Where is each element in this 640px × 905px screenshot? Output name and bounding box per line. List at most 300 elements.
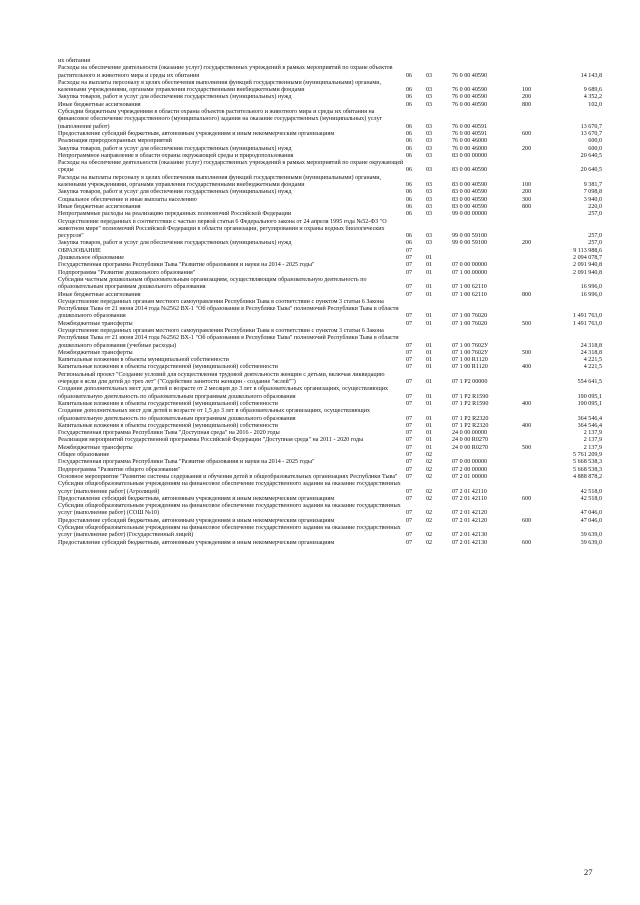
row-name: Непрограммное направление в области охраны окружающей среды и природопользования <box>58 152 294 159</box>
table-row <box>58 496 602 503</box>
row-target-item: 24 0 00 R0270 <box>452 437 489 444</box>
row-subsection: 01 <box>426 269 433 276</box>
row-expense-type <box>522 459 552 466</box>
row-target-item: 83 0 00 40590 <box>452 167 488 174</box>
row-subsection: 01 <box>426 379 433 386</box>
row-amount: 3 940,0 <box>583 196 602 203</box>
row-target-item: 07 1 00 7602У <box>452 349 489 356</box>
row-section: 07 <box>406 262 413 269</box>
table-row <box>58 211 602 218</box>
row-target-item: 07 1 00 62110 <box>452 291 487 298</box>
row-expense-type: 800 <box>522 203 532 210</box>
row-section: 07 <box>406 539 413 546</box>
row-expense-type: 400 <box>522 422 532 429</box>
row-section: 06 <box>406 138 413 145</box>
row-amount: 1 491 763,0 <box>573 320 602 327</box>
row-subsection: 03 <box>426 145 433 152</box>
table-row <box>58 262 602 269</box>
row-expense-type <box>522 160 552 175</box>
table-row <box>58 518 602 525</box>
row-amount: 47 046,0 <box>580 517 602 524</box>
row-subsection: 01 <box>426 349 433 356</box>
row-subsection: 03 <box>426 138 433 145</box>
row-target-item: 07 1 P2 R2320 <box>452 422 489 429</box>
row-expense-type <box>522 65 552 80</box>
row-section: 07 <box>406 269 413 276</box>
row-name: Региональный проект "Создание условий для осуществления трудовой деятельности женщин с детьми, включая ликвидацию очереди в ясли для детей до трех лет" ("Содействие занятости женщин - создание "яслей"") <box>58 371 385 386</box>
row-name: Капитальные вложения в объекты государственной (муниципальной) собственности <box>58 400 278 407</box>
row-subsection: 01 <box>426 320 433 327</box>
row-subsection: 02 <box>426 532 433 539</box>
row-amount: 39 639,0 <box>580 539 602 546</box>
row-target-item: 07 1 00 R1120 <box>452 357 488 364</box>
row-section: 07 <box>406 415 413 422</box>
row-subsection: 03 <box>426 130 433 137</box>
row-expense-type <box>522 481 552 496</box>
row-section: 07 <box>406 422 413 429</box>
table-row <box>58 540 602 547</box>
row-amount: 24 318,8 <box>580 349 602 356</box>
row-subsection: 01 <box>426 430 433 437</box>
row-subsection: 01 <box>426 342 433 349</box>
row-amount: 16 996,0 <box>580 291 602 298</box>
row-section: 07 <box>406 349 413 356</box>
table-row <box>58 160 602 175</box>
row-subsection: 02 <box>426 473 433 480</box>
row-amount: 16 996,0 <box>580 284 602 291</box>
row-target-item: 76 0 00 40590 <box>452 87 488 94</box>
row-name: Подпрограмма "Развитие дошкольного образования" <box>58 269 196 276</box>
row-subsection: 01 <box>426 444 433 451</box>
row-expense-type <box>522 437 552 444</box>
row-expense-type <box>522 109 552 131</box>
row-name: Иные бюджетные ассигнования <box>58 203 141 210</box>
row-amount: 2 137,9 <box>583 437 602 444</box>
row-amount: 5 668 538,3 <box>573 466 602 473</box>
row-name: Непрограммные расходы на реализацию переданных полномочий Российской Федерации <box>58 211 292 218</box>
row-name: Расходы на обеспечение деятельности (оказание услуг) государственных учреждений в рамках мероприятий по охране окружающей среды <box>58 160 404 174</box>
row-section: 06 <box>406 145 413 152</box>
row-section: 07 <box>406 364 413 371</box>
row-expense-type <box>522 138 552 145</box>
row-section: 07 <box>406 255 413 262</box>
row-amount: 102,0 <box>588 101 602 108</box>
row-name: Предоставление субсидий бюджетным, автономным учреждениям и иным некоммерческим организациям <box>58 517 335 524</box>
row-name: Капитальные вложения в объекты государственной (муниципальной) собственности <box>58 422 278 429</box>
row-subsection: 02 <box>426 466 433 473</box>
row-amount: 257,0 <box>588 240 602 247</box>
row-expense-type: 600 <box>522 517 532 524</box>
table-row <box>58 525 602 540</box>
row-amount: 2 137,9 <box>583 430 602 437</box>
row-target-item: 07 0 00 00000 <box>452 459 488 466</box>
row-target-item: 07 2 01 42110 <box>452 488 487 495</box>
row-amount: 13 670,7 <box>580 130 602 137</box>
row-section: 07 <box>406 357 413 364</box>
table-row <box>58 102 602 109</box>
row-name: Субсидии общеобразовательным учреждениям на финансовое обеспечение государственного задания на оказание государственных услуг (выполнение работ) (СОШ №10) <box>58 503 401 517</box>
row-name: Государственная программа Республики Тыва "Развитие образования и науки на 2014 - 2025 годы" <box>58 262 315 269</box>
table-row <box>58 299 602 321</box>
row-target-item: 76 0 00 46000 <box>452 145 488 152</box>
row-expense-type <box>522 255 552 262</box>
row-name: Реализация мероприятий государственной программы Российской Федерации "Доступная среда" на 2011 - 2020 годы <box>58 437 364 444</box>
row-target-item: 24 0 00 R0270 <box>452 444 489 451</box>
row-target-item <box>452 58 522 65</box>
row-name: Реализация природоохранных мероприятий <box>58 138 172 145</box>
row-expense-type: 400 <box>522 364 532 371</box>
row-section: 07 <box>406 532 413 539</box>
row-amount: 190 095,1 <box>577 400 602 407</box>
row-name: Дошкольное образование <box>58 255 124 262</box>
row-name: Осуществление переданных органам местного самоуправления Республики Тыва в соответствии с пунктом 3 статьи 6 Закона Республики Тыва от 21 июня 2014 года №2562 ВХ-1 "Об образовании в Республике Тыва" полномочий Республики Тыва в области дошкольного образования <box>58 298 399 320</box>
row-amount: 220,0 <box>588 203 602 210</box>
row-name: Субсидии общеобразовательным учреждениям на финансовое обеспечение государственного задания на оказание государственных услуг (выполнение работ) (Государственный лицей) <box>58 525 401 539</box>
row-name: Осуществление переданных в соответствии с частью первой статьи 6 Федерального закона от 24 апреля 1995 года №52-ФЗ "О животном мире" полномочий Российской Федерации в области организации, регулирования и охраны водных биологических ресурсов" <box>58 218 387 240</box>
row-expense-type <box>522 219 552 241</box>
row-amount: 42 518,0 <box>580 495 602 502</box>
table-row <box>58 445 602 452</box>
row-amount: 13 670,7 <box>580 123 602 130</box>
row-section: 07 <box>406 459 413 466</box>
table-row <box>58 219 602 241</box>
row-name: Создание дополнительных мест для детей в возрасте от 2 месяцев до 3 лет в образовательных организациях, осуществляющих образовательную деятельность по образовательным программам дошкольного образования <box>58 386 389 400</box>
row-amount: 5 761 209,9 <box>573 452 602 459</box>
row-subsection: 03 <box>426 182 433 189</box>
row-name: Социальное обеспечение и иные выплаты населению <box>58 196 197 203</box>
row-subsection: 01 <box>426 357 433 364</box>
row-name: их обитания <box>58 58 91 64</box>
row-subsection: 03 <box>426 101 433 108</box>
row-section: 07 <box>406 466 413 473</box>
row-subsection <box>426 248 452 255</box>
row-name: Расходы на выплаты персоналу в целях обеспечения выполнения функций государственными (муниципальными) органами, казенными учреждениями, органами управления государственными внебюджетными фондами <box>58 79 381 94</box>
table-row <box>58 270 602 277</box>
row-section: 06 <box>406 240 413 247</box>
row-expense-type: 600 <box>522 495 532 502</box>
row-subsection: 03 <box>426 94 433 101</box>
row-amount: 4 352,2 <box>583 94 602 101</box>
row-subsection: 03 <box>426 152 433 159</box>
row-name: Межбюджетные трансферты <box>58 320 133 327</box>
row-expense-type <box>522 372 552 387</box>
row-amount: 9 381,7 <box>583 182 602 189</box>
table-row <box>58 240 602 247</box>
row-section: 07 <box>406 247 413 254</box>
row-target-item: 76 0 00 46000 <box>452 138 488 145</box>
row-expense-type: 800 <box>522 291 532 298</box>
row-section: 06 <box>406 130 413 137</box>
row-section: 07 <box>406 313 413 320</box>
row-amount: 364 546,4 <box>577 415 602 422</box>
table-row <box>58 80 602 95</box>
row-amount: 1 491 763,0 <box>573 313 602 320</box>
table-row <box>58 459 602 466</box>
table-row <box>58 328 602 350</box>
row-target-item: 07 1 P2 R1590 <box>452 393 489 400</box>
row-subsection: 02 <box>426 459 433 466</box>
row-name: Закупка товаров, работ и услуг для обеспечения государственных (муниципальных) нужд <box>58 189 292 196</box>
row-section: 06 <box>406 189 413 196</box>
row-expense-type: 100 <box>522 182 532 189</box>
row-target-item: 07 2 00 00000 <box>452 466 488 473</box>
row-expense-type <box>522 248 552 255</box>
row-subsection: 03 <box>426 167 433 174</box>
row-subsection: 01 <box>426 291 433 298</box>
row-amount: 4 888 878,2 <box>573 473 602 480</box>
row-expense-type: 300 <box>522 196 532 203</box>
table-row <box>58 408 602 423</box>
row-name: Капитальные вложения в объекты государственной (муниципальной) собственности <box>58 364 278 371</box>
table-row <box>58 481 602 496</box>
row-expense-type: 200 <box>522 240 532 247</box>
row-section: 06 <box>406 87 413 94</box>
row-name: Иные бюджетные ассигнования <box>58 101 141 108</box>
row-section: 06 <box>406 233 413 240</box>
row-expense-type <box>522 211 552 218</box>
row-name: Государственная программа Республики Тыва "Развитие образования и науки на 2014 - 2025 годы" <box>58 459 315 466</box>
row-subsection: 01 <box>426 364 433 371</box>
table-row <box>58 189 602 196</box>
row-subsection: 01 <box>426 400 433 407</box>
row-section: 06 <box>406 123 413 130</box>
row-name: Субсидии бюджетным учреждениям в области охраны объектов растительного и животного мира и среды их обитания на финансовое обеспечение государственного (муниципального) задания на оказание государственных (муниципальных) услуг (выполнение работ) <box>58 109 383 130</box>
page-number: 27 <box>584 867 593 877</box>
row-expense-type: 800 <box>522 101 532 108</box>
row-target-item: 07 1 00 76020 <box>452 313 488 320</box>
row-target-item: 76 0 00 40591 <box>452 130 488 137</box>
row-subsection: 02 <box>426 510 433 517</box>
row-target-item: 99 0 00 59100 <box>452 240 488 247</box>
row-section: 07 <box>406 430 413 437</box>
row-name: ОБРАЗОВАНИЕ <box>58 247 101 254</box>
row-expense-type <box>522 408 552 423</box>
row-name: Предоставление субсидий бюджетным, автономным учреждениям и иным некоммерческим организациям <box>58 495 335 502</box>
row-target-item: 99 0 00 00000 <box>452 211 488 218</box>
row-expense-type: 500 <box>522 320 532 327</box>
row-expense-type: 500 <box>522 349 532 356</box>
row-amount: 4 221,5 <box>583 364 602 371</box>
row-target-item: 07 2 01 42120 <box>452 510 488 517</box>
row-amount: 9 113 988,6 <box>573 247 602 254</box>
row-name: Межбюджетные трансферты <box>58 349 133 356</box>
row-section: 06 <box>406 196 413 203</box>
row-section: 06 <box>406 182 413 189</box>
row-amount: 364 546,4 <box>577 422 602 429</box>
row-subsection: 02 <box>426 495 433 502</box>
row-section: 07 <box>406 452 413 459</box>
row-expense-type: 100 <box>522 87 532 94</box>
row-section: 06 <box>406 101 413 108</box>
row-target-item <box>452 255 522 262</box>
row-name: Предоставление субсидий бюджетным, автономным учреждениям и иным некоммерческим организациям <box>58 539 335 546</box>
row-name: Капитальные вложения в объекты муниципальной собственности <box>58 357 229 364</box>
row-expense-type <box>522 328 552 350</box>
row-amount: 9 689,6 <box>583 87 602 94</box>
row-name: Общее образование <box>58 452 110 459</box>
row-subsection: 01 <box>426 284 433 291</box>
row-name: Закупка товаров, работ и услуг для обеспечения государственных (муниципальных) нужд <box>58 145 292 152</box>
row-amount: 2 091 940,8 <box>573 269 602 276</box>
row-amount: 257,0 <box>588 211 602 218</box>
row-target-item: 07 1 00 R1120 <box>452 364 488 371</box>
row-subsection: 03 <box>426 123 433 130</box>
table-row <box>58 109 602 131</box>
row-subsection: 01 <box>426 313 433 320</box>
row-name: Закупка товаров, работ и услуг для обеспечения государственных (муниципальных) нужд <box>58 94 292 101</box>
row-name: Расходы на выплаты персоналу в целях обеспечения выполнения функций государственными (муниципальными) органами, казенными учреждениями, органами управления государственными внебюджетными фондами <box>58 174 381 189</box>
budget-table-body <box>58 58 602 547</box>
row-name: Основное мероприятие "Развитие системы содержания и обучения детей в общеобразовательных организациях Республики Тыва" <box>58 473 398 480</box>
row-amount: 39 639,0 <box>580 532 602 539</box>
row-expense-type <box>522 503 552 518</box>
row-amount: 190 095,1 <box>577 393 602 400</box>
row-target-item: 83 0 00 40590 <box>452 203 488 210</box>
table-row <box>58 437 602 444</box>
row-subsection: 03 <box>426 233 433 240</box>
row-name: Государственная программа Республики Тыва "Доступная среда" на 2016 - 2020 годы <box>58 430 280 437</box>
row-name: Осуществление переданных органам местного самоуправления Республики Тыва в соответствии с пунктом 3 статьи 6 Закона Республики Тыва от 21 июня 2014 года №2562 ВХ-1 "Об образовании в Республике Тыва" полномочий Республики Тыва в области дошкольного образования (учебные расходы) <box>58 327 399 349</box>
row-target-item: 07 1 00 62110 <box>452 284 487 291</box>
row-subsection: 02 <box>426 452 433 459</box>
row-section: 06 <box>406 211 413 218</box>
row-amount: 7 098,8 <box>583 189 602 196</box>
row-expense-type <box>522 357 552 364</box>
row-section: 07 <box>406 495 413 502</box>
row-expense-type <box>522 430 552 437</box>
row-section: 07 <box>406 379 413 386</box>
row-section: 07 <box>406 342 413 349</box>
row-subsection: 03 <box>426 72 433 79</box>
row-section: 06 <box>406 152 413 159</box>
row-target-item: 07 1 00 7602У <box>452 342 489 349</box>
row-section: 07 <box>406 291 413 298</box>
row-name: Подпрограмма "Развитие общего образования" <box>58 466 181 473</box>
row-subsection: 01 <box>426 415 433 422</box>
row-subsection: 03 <box>426 203 433 210</box>
table-row <box>58 292 602 299</box>
row-subsection: 03 <box>426 196 433 203</box>
row-subsection: 02 <box>426 539 433 546</box>
row-target-item: 76 0 00 40590 <box>452 101 488 108</box>
row-expense-type: 200 <box>522 145 532 152</box>
row-section <box>406 58 426 65</box>
row-name: Предоставление субсидий бюджетным, автономным учреждениям и иным некоммерческим организациям <box>58 130 335 137</box>
row-target-item: 83 0 00 40590 <box>452 196 488 203</box>
row-amount: 47 046,0 <box>580 510 602 517</box>
row-subsection: 03 <box>426 240 433 247</box>
row-section: 06 <box>406 94 413 101</box>
row-amount: 20 640,5 <box>580 152 602 159</box>
row-subsection: 01 <box>426 393 433 400</box>
row-amount: 257,0 <box>588 233 602 240</box>
row-section: 07 <box>406 510 413 517</box>
row-target-item: 76 0 00 40590 <box>452 94 488 101</box>
row-expense-type: 200 <box>522 189 532 196</box>
row-name: Субсидии частным дошкольным образовательным организациям, осуществляющим образовательную деятельность по образовательным программам дошкольного образования <box>58 276 367 291</box>
row-section: 06 <box>406 72 413 79</box>
row-section: 07 <box>406 473 413 480</box>
table-row <box>58 175 602 190</box>
row-target-item <box>452 248 522 255</box>
table-row <box>58 386 602 401</box>
row-expense-type <box>522 386 552 401</box>
row-section: 07 <box>406 320 413 327</box>
row-amount: 600,0 <box>588 138 602 145</box>
table-row <box>58 146 602 153</box>
row-target-item: 83 0 00 40590 <box>452 189 488 196</box>
row-target-item: 24 0 00 00000 <box>452 430 488 437</box>
table-row <box>58 364 602 371</box>
row-expense-type <box>522 262 552 269</box>
table-row <box>58 372 602 387</box>
table-row <box>58 197 602 204</box>
row-name: Межбюджетные трансферты <box>58 444 133 451</box>
row-amount: 554 641,5 <box>577 379 602 386</box>
row-expense-type <box>522 270 552 277</box>
row-expense-type <box>522 525 552 540</box>
row-section: 07 <box>406 517 413 524</box>
row-subsection: 03 <box>426 87 433 94</box>
table-row <box>58 248 602 255</box>
row-amount: 24 318,8 <box>580 342 602 349</box>
table-row <box>58 503 602 518</box>
row-target-item: 07 1 P2 R1590 <box>452 400 489 407</box>
row-amount: 600,0 <box>588 145 602 152</box>
row-target-item: 07 1 00 76020 <box>452 320 488 327</box>
row-target-item <box>452 452 522 459</box>
row-target-item: 07 2 01 42110 <box>452 495 487 502</box>
row-expense-type <box>522 452 552 459</box>
row-expense-type <box>522 277 552 292</box>
row-target-item: 76 0 00 40590 <box>452 72 488 79</box>
row-subsection: 03 <box>426 189 433 196</box>
row-amount: 2 137,9 <box>583 444 602 451</box>
row-target-item: 07 2 01 00000 <box>452 473 488 480</box>
row-target-item: 07 0 00 00000 <box>452 262 488 269</box>
row-amount: 42 518,0 <box>580 488 602 495</box>
row-name: Иные бюджетные ассигнования <box>58 291 141 298</box>
row-target-item: 07 1 00 00000 <box>452 269 488 276</box>
row-subsection: 02 <box>426 517 433 524</box>
row-target-item: 83 0 00 40590 <box>452 182 488 189</box>
row-expense-type: 200 <box>522 94 532 101</box>
row-amount <box>552 58 602 65</box>
row-target-item: 07 1 P2 R2320 <box>452 415 489 422</box>
row-section: 07 <box>406 393 413 400</box>
row-target-item: 07 1 P2 00000 <box>452 379 488 386</box>
row-name: Субсидии общеобразовательным учреждениям на финансовое обеспечение государственного задания на оказание государственных услуг (выполнение работ) (Агролицей) <box>58 481 401 495</box>
row-amount: 14 143,8 <box>580 72 602 79</box>
row-expense-type <box>522 153 552 160</box>
row-amount: 2 091 940,8 <box>573 262 602 269</box>
row-target-item: 99 0 00 59100 <box>452 233 488 240</box>
row-expense-type <box>522 467 552 474</box>
row-subsection <box>426 58 452 65</box>
row-amount: 4 221,5 <box>583 357 602 364</box>
row-subsection: 01 <box>426 422 433 429</box>
table-row <box>58 277 602 292</box>
row-expense-type: 400 <box>522 400 532 407</box>
row-section: 06 <box>406 203 413 210</box>
row-section: 07 <box>406 444 413 451</box>
row-target-item: 83 0 00 00000 <box>452 152 488 159</box>
table-row <box>58 321 602 328</box>
table-row <box>58 467 602 474</box>
row-expense-type: 500 <box>522 444 532 451</box>
row-expense-type <box>522 58 552 65</box>
row-expense-type: 600 <box>522 539 532 546</box>
